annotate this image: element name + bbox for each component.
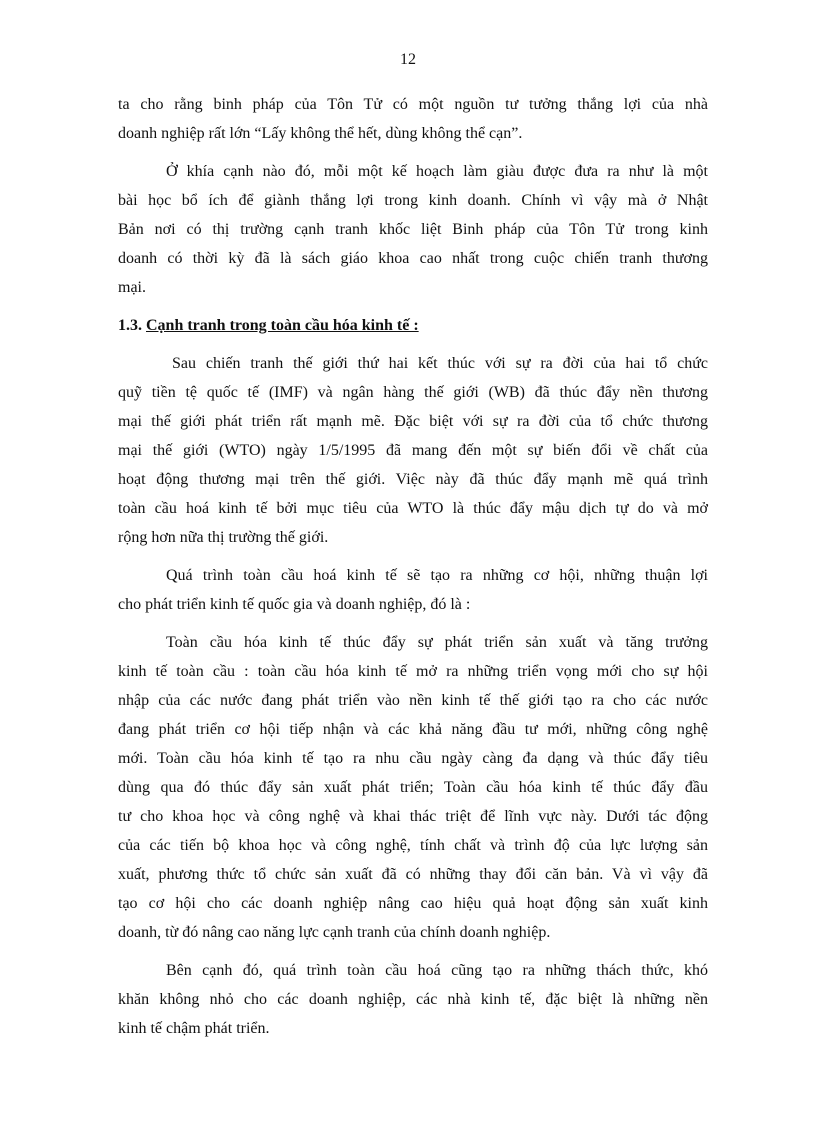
text-line: Ở khía cạnh nào đó, mỗi một kế hoạch làm giàu được đưa ra như là một [166, 163, 708, 180]
text-line: doanh có thời kỳ đã là sách giáo khoa cao nhất trong cuộc chiến tranh thương [118, 250, 708, 267]
text-line: ta cho rằng binh pháp của Tôn Tử có một nguồn tư tưởng thắng lợi của nhà [118, 96, 708, 113]
text-line: mại. [118, 279, 146, 296]
section-heading [118, 311, 708, 340]
text-line: mại thế giới (WTO) ngày 1/5/1995 đã mang đến một sự biến đổi về chất của [118, 442, 708, 459]
paragraph-challenges [118, 956, 708, 1043]
text-line: doanh nghiệp rất lớn “Lấy không thể hết, dùng không thể cạn”. [118, 125, 523, 142]
text-line: Bên cạnh đó, quá trình toàn cầu hoá cũng tạo ra những thách thức, khó [166, 962, 708, 979]
text-line: rộng hơn nữa thị trường thế giới. [118, 529, 329, 546]
text-line: Sau chiến tranh thế giới thứ hai kết thúc với sự ra đời của hai tổ chức [172, 355, 708, 372]
text-line: xuất, phương thức tổ chức sản xuất đã có những thay đổi căn bản. Và vì vậy đã [118, 866, 708, 883]
text-line: tạo cơ hội cho các doanh nghiệp nâng cao hiệu quả hoạt động sản xuất kinh [118, 895, 708, 912]
section-number: 1.3. [118, 317, 142, 334]
text-line: cho phát triển kinh tế quốc gia và doanh nghiệp, đó là : [118, 596, 471, 613]
document-body [118, 90, 708, 1043]
text-line: doanh, từ đó nâng cao năng lực cạnh tranh của chính doanh nghiệp. [118, 924, 551, 941]
text-line: Toàn cầu hóa kinh tế thúc đẩy sự phát triển sản xuất và tăng trưởng [166, 634, 708, 651]
text-line: quỹ tiền tệ quốc tế (IMF) và ngân hàng thế giới (WB) đã thúc đẩy nền thương [118, 384, 708, 401]
text-line: toàn cầu hoá kinh tế bởi mục tiêu của WTO là thúc đẩy mậu dịch tự do và mở [118, 500, 708, 517]
text-line: mới. Toàn cầu hóa kinh tế tạo ra nhu cầu ngày càng đa dạng và thúc đẩy tiêu [118, 750, 708, 767]
section-title: Cạnh tranh trong toàn cầu hóa kinh tế : [146, 317, 419, 334]
text-line: của các tiến bộ khoa học và công nghệ, tính chất và trình độ của lực lượng sản [118, 837, 708, 854]
paragraph-wto-history [118, 349, 708, 552]
text-line: Quá trình toàn cầu hoá kinh tế sẽ tạo ra những cơ hội, những thuận lợi [166, 567, 708, 584]
text-line: mại thế giới phát triển rất mạnh mẽ. Đặc biệt với sự ra đời của tổ chức thương [118, 413, 708, 430]
page-number: 12 [400, 51, 416, 68]
paragraph-ke-hoach-lam-giau [118, 157, 708, 302]
text-line: hoạt động thương mại trên thế giới. Việc này đã thúc đẩy mạnh mẽ quá trình [118, 471, 708, 488]
text-line: kinh tế toàn cầu : toàn cầu hóa kinh tế mở ra những triển vọng mới cho sự hội [118, 663, 708, 680]
text-line: bài học bổ ích để giành thắng lợi trong kinh doanh. Chính vì vậy mà ở Nhật [118, 192, 708, 209]
paragraph-binh-phap-conclusion [118, 90, 708, 148]
text-line: đang phát triển cơ hội tiếp nhận và các khả năng đầu tư mới, những công nghệ [118, 721, 708, 738]
text-line: Bản nơi có thị trường cạnh tranh khốc liệt Binh pháp của Tôn Tử trong kinh [118, 221, 708, 238]
text-line: kinh tế chậm phát triển. [118, 1020, 270, 1037]
text-line: khăn không nhỏ cho các doanh nghiệp, các nhà kinh tế, đặc biệt là những nền [118, 991, 708, 1008]
paragraph-opportunities-intro [118, 561, 708, 619]
text-line: nhập của các nước đang phát triển vào nền kinh tế thế giới tạo ra cho các nước [118, 692, 708, 709]
text-line: tư cho khoa học và công nghệ và khai thác triệt để lĩnh vực này. Dưới tác động [118, 808, 708, 825]
paragraph-globalization-growth [118, 628, 708, 947]
text-line: dùng qua đó thúc đẩy sản xuất phát triển; Toàn cầu hóa kinh tế thúc đẩy đầu [118, 779, 708, 796]
